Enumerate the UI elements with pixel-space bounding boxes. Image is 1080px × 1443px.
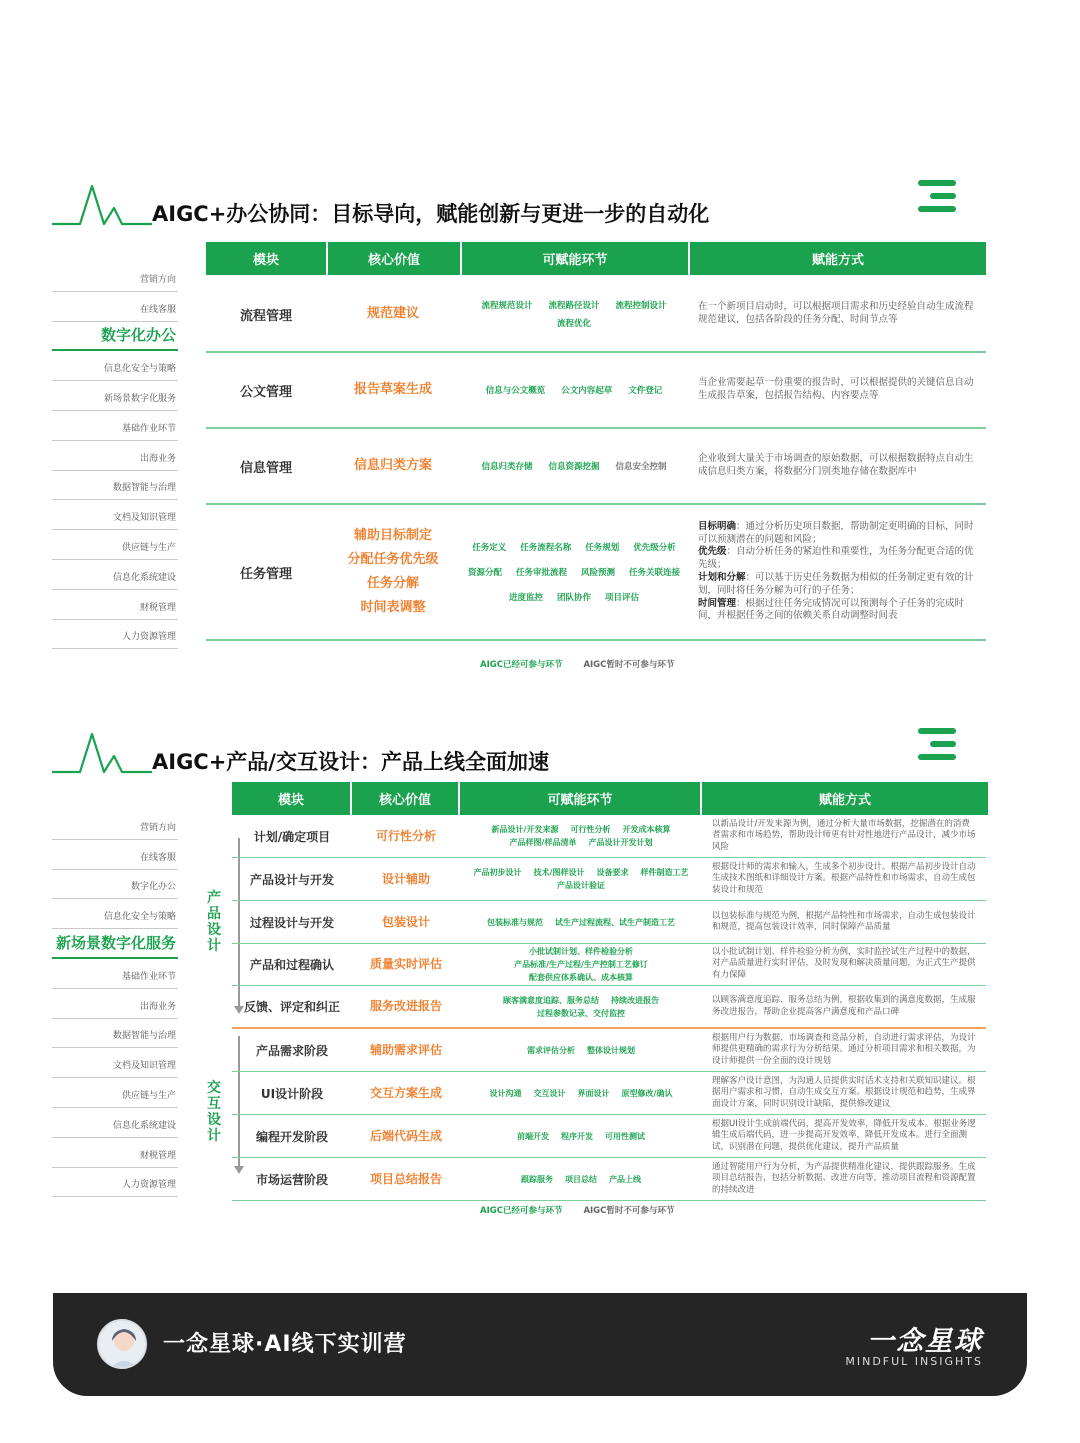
sidebar-item[interactable]: 文档及知识管理 <box>52 1048 178 1078</box>
core-value: 报告草案生成 <box>353 381 432 397</box>
sidebar-item[interactable]: 信息化系统建设 <box>52 560 178 590</box>
method-desc: 企业收到大量关于市场调查的原始数据，可以根据数据特点自动生成信息归类方案，将数据分门别类地存储在数据库中 <box>698 453 974 477</box>
enable-links <box>460 946 702 983</box>
module-name: 流程管理 <box>239 308 292 324</box>
link-tag: 原型修改/确认 <box>621 1088 673 1098</box>
link-tag: 交互设计 <box>533 1088 566 1098</box>
enable-links <box>460 917 702 928</box>
table-row <box>232 1072 986 1115</box>
table-row <box>232 858 986 901</box>
method-desc: 通过智能用户行为分析，为产品提供精准化建议，提供跟踪服务。生成项目总结报告，包括分析数据、改进方向等，推动项目流程和资源配置的持续改进 <box>712 1162 976 1195</box>
link-tag: 设备要求 <box>596 868 629 877</box>
link-tag: 项目评估 <box>605 593 640 603</box>
group-label-product: 产品设计 <box>207 890 221 955</box>
sidebar-item[interactable]: 出海业务 <box>52 989 178 1019</box>
link-tag: 小批试制计划、样件检验分析 <box>529 946 633 956</box>
footer-brand: 一念星球 <box>867 1326 983 1357</box>
link-tag: 任务关联连接 <box>629 568 681 578</box>
link-tag: 产品上线 <box>609 1174 641 1184</box>
legend-inactive: AIGC暂时不可参与环节 <box>583 1206 675 1216</box>
link-tag: 界面设计 <box>577 1088 610 1098</box>
link-tag: 跟踪服务 <box>521 1174 553 1184</box>
module-name: 反馈、评定和纠正 <box>243 1000 340 1014</box>
link-tag: 新品设计/开发来源 <box>491 825 559 834</box>
module-name: 编程开发阶段 <box>255 1129 328 1144</box>
sidebar-item[interactable]: 基础作业环节 <box>52 411 178 441</box>
link-tag: 顾客满意度追踪、服务总结 <box>503 995 599 1005</box>
sidebar-item[interactable]: 人力资源管理 <box>52 1168 178 1198</box>
core-value: 时间表调整 <box>360 600 426 616</box>
sidebar-item[interactable]: 新场景数字化服务 <box>52 929 178 959</box>
sidebar <box>52 262 178 649</box>
module-name: 产品需求阶段 <box>255 1043 328 1058</box>
link-tag: 信息归类存储 <box>481 462 533 472</box>
sidebar-item[interactable]: 营销方向 <box>52 810 178 840</box>
module-name: 公文管理 <box>239 384 292 400</box>
link-tag: 产品初步设计 <box>473 868 522 877</box>
desc-text: ：根据过往任务完成情况可以预测每个子任务的完成时间，并根据任务之间的依赖关系自动调整时间表 <box>698 597 965 622</box>
sidebar-item[interactable]: 营销方向 <box>52 262 178 292</box>
header-method: 赋能方式 <box>702 782 988 815</box>
sidebar-item[interactable]: 在线客服 <box>52 292 178 322</box>
link-tag: 文件登记 <box>628 386 663 396</box>
enable-links <box>460 299 688 329</box>
link-tag: 流程路径设计 <box>548 301 600 311</box>
link-tag: 信息资源挖掘 <box>548 462 600 472</box>
module-name: UI设计阶段 <box>260 1086 324 1101</box>
link-tag: 整体设计规划 <box>587 1045 635 1055</box>
enable-links <box>460 824 702 848</box>
legend <box>480 1204 674 1216</box>
desc-text: ：通过分析历史项目数据，帮助制定更明确的目标，同时可以预测潜在的问题和风险； <box>698 520 974 545</box>
table-row <box>206 353 986 429</box>
sidebar-item[interactable]: 基础作业环节 <box>52 959 178 989</box>
link-tag: 资源分配 <box>467 568 502 578</box>
footer-banner <box>53 1293 1027 1396</box>
header-method: 赋能方式 <box>690 242 986 275</box>
link-tag: 项目总结 <box>565 1174 597 1184</box>
header-value: 核心价值 <box>328 242 460 275</box>
menu-icon[interactable] <box>916 180 956 214</box>
link-tag: 团队协作 <box>556 593 591 603</box>
sidebar-item[interactable]: 信息化系统建设 <box>52 1108 178 1138</box>
table-row <box>232 815 986 858</box>
link-tag-inactive: 信息安全控制 <box>615 462 667 472</box>
link-tag: 配套供应体系确认、成本核算 <box>529 972 633 982</box>
link-tag: 开发成本核算 <box>622 825 671 834</box>
link-tag: 信息与公文概览 <box>485 386 546 396</box>
core-value: 分配任务优先级 <box>347 551 439 567</box>
method-desc: 以小批试制计划、样件检验分析为例，实时监控试生产过程中的数据，对产品质量进行实时评估，及时发现和解决质量问题，为正式生产提供有力保障 <box>712 947 976 980</box>
legend-active: AIGC已经可参与环节 <box>480 1206 563 1216</box>
link-tag: 可行性分析 <box>570 825 611 834</box>
sidebar-item[interactable]: 人力资源管理 <box>52 620 178 650</box>
enable-links <box>460 1045 702 1056</box>
module-name: 计划/确定项目 <box>253 829 331 844</box>
sidebar-item[interactable]: 财税管理 <box>52 590 178 620</box>
link-tag: 流程优化 <box>556 319 591 329</box>
table-row <box>232 943 986 986</box>
link-tag: 试生产过程流程、试生产制造工艺 <box>555 917 675 927</box>
table-row <box>232 1158 986 1201</box>
table-row <box>232 1029 986 1072</box>
footer-brand-sub: MINDFUL INSIGHTS <box>845 1355 983 1368</box>
core-value: 后端代码生成 <box>369 1128 442 1143</box>
link-tag: 可用性测试 <box>605 1131 645 1141</box>
sidebar-item[interactable]: 信息化安全与策略 <box>52 899 178 929</box>
link-tag: 产品样图/样品清单 <box>509 838 577 847</box>
sidebar-item[interactable]: 数字化办公 <box>52 870 178 900</box>
desc-text: ：自动分析任务的紧迫性和重要性，为任务分配更合适的优先级； <box>698 546 974 571</box>
core-value: 包装设计 <box>381 914 430 929</box>
module-name: 市场运营阶段 <box>255 1172 328 1187</box>
sidebar-item[interactable]: 供应链与生产 <box>52 530 178 560</box>
link-tag: 需求评估分析 <box>527 1045 575 1055</box>
desc-key: 目标明确 <box>698 520 737 532</box>
menu-icon[interactable] <box>916 728 956 762</box>
heartbeat-icon <box>52 728 152 784</box>
table-row <box>206 277 986 353</box>
method-desc: 根据用户行为数据、市场调查和竞品分析，自动进行需求评估，为设计师提供更精确的需求行为分析结果。通过分析项目需求和相关数据，为设计师提供一份全面的设计规划 <box>712 1033 976 1066</box>
section-heading <box>52 728 992 788</box>
link-tag: 任务流程名称 <box>520 543 572 553</box>
desc-key: 时间管理 <box>698 597 737 609</box>
module-name: 任务管理 <box>239 566 292 582</box>
desc-text: ：可以基于历史任务数据为相似的任务制定更有效的计划，同时将任务分解为可行的子任务； <box>698 572 974 596</box>
table-row <box>232 1115 986 1158</box>
sidebar-item[interactable]: 在线客服 <box>52 840 178 870</box>
legend <box>480 658 674 670</box>
footer-title: 一念星球·AI线下实训营 <box>163 1332 407 1357</box>
header-module: 模块 <box>206 242 326 275</box>
group-label-interaction: 交互设计 <box>207 1080 221 1145</box>
legend-inactive: AIGC暂时不可参与环节 <box>583 660 675 670</box>
link-tag: 持续改进报告 <box>611 995 659 1005</box>
header-links: 可赋能环节 <box>460 782 700 815</box>
sidebar-item[interactable]: 出海业务 <box>52 441 178 471</box>
section-heading <box>52 180 992 240</box>
link-tag: 风险预测 <box>581 568 616 578</box>
link-tag: 过程参数记录、交付监控 <box>537 1008 625 1018</box>
enable-links <box>460 384 688 396</box>
module-name: 过程设计与开发 <box>249 915 334 930</box>
section-product-design <box>0 718 1080 1228</box>
sidebar-item[interactable]: 数据智能与治理 <box>52 1019 178 1049</box>
module-name: 产品设计与开发 <box>249 872 334 887</box>
core-value: 规范建议 <box>366 305 419 321</box>
link-tag: 样件制造工艺 <box>640 868 689 877</box>
sidebar-item[interactable]: 文档及知识管理 <box>52 500 178 530</box>
sidebar <box>52 810 178 1197</box>
header-value: 核心价值 <box>352 782 458 815</box>
method-desc: 在一个新项目启动时，可以根据项目需求和历史经验自动生成流程规范建议，包括各阶段的任务分配、时间节点等 <box>698 301 974 325</box>
enable-links <box>460 1131 702 1142</box>
link-tag: 任务规划 <box>585 543 620 553</box>
link-tag: 产品设计开发计划 <box>588 838 653 847</box>
core-value: 质量实时评估 <box>369 956 442 971</box>
section-title: AIGC+办公协同：目标导向，赋能创新与更进一步的自动化 <box>152 202 710 226</box>
module-name: 产品和过程确认 <box>249 957 334 972</box>
table-header <box>232 782 990 815</box>
core-value: 项目总结报告 <box>369 1171 442 1186</box>
link-tag: 设计沟通 <box>489 1088 522 1098</box>
table-row <box>206 505 986 641</box>
link-tag: 程序开发 <box>561 1131 593 1141</box>
core-value: 任务分解 <box>366 576 419 591</box>
header-module: 模块 <box>232 782 350 815</box>
link-tag: 包装标准与规范 <box>487 917 543 927</box>
method-desc <box>688 521 986 624</box>
sidebar-item[interactable]: 财税管理 <box>52 1138 178 1168</box>
desc-key: 计划和分解 <box>698 572 746 583</box>
table-row <box>232 901 986 944</box>
link-tag: 任务定义 <box>472 543 507 553</box>
link-tag: 进度监控 <box>508 593 543 603</box>
sidebar-item[interactable]: 数字化办公 <box>52 322 178 352</box>
method-desc: 根据UI设计生成前端代码，提高开发效率，降低开发成本。根据业务逻辑生成后端代码，进一步提高开发效率，降低开发成本。进行全面测试，识别潜在问题，提供优化建议，提升产品质量 <box>712 1119 976 1152</box>
core-value: 可行性分析 <box>375 828 436 843</box>
link-tag: 任务审批流程 <box>515 568 567 578</box>
method-desc: 理解客户设计意图，为沟通人员提供实时话术支持和关联知识建议。根据用户需求和习惯，自动生成交互方案。根据设计规范和趋势，生成界面设计方案，同时识别设计缺陷，提供修改建议 <box>712 1076 976 1109</box>
enable-links <box>460 460 688 472</box>
table-row <box>206 429 986 505</box>
link-tag: 产品标准/生产过程/生产控制工艺修订 <box>514 959 648 969</box>
method-desc: 以新品设计/开发来源为例，通过分析大量市场数据，挖掘潜在的消费者需求和市场趋势，帮助设计师更有针对性地进行产品设计，减少市场风险 <box>712 819 976 852</box>
method-desc: 根据设计师的需求和输入，生成多个初步设计。根据产品初步设计自动生成技术图纸和详细设计方案。根据产品特性和市场需求，自动生成包装设计和规范 <box>712 862 976 895</box>
module-name: 信息管理 <box>239 460 292 476</box>
link-tag: 流程控制设计 <box>615 301 667 311</box>
core-value: 服务改进报告 <box>369 999 442 1014</box>
sidebar-item[interactable]: 数据智能与治理 <box>52 471 178 501</box>
sidebar-item[interactable]: 供应链与生产 <box>52 1078 178 1108</box>
method-desc: 当企业需要起草一份重要的报告时，可以根据提供的关键信息自动生成报告草案，包括报告结构、内容要点等 <box>698 377 974 401</box>
enable-links <box>460 1088 702 1099</box>
sidebar-item[interactable]: 新场景数字化服务 <box>52 381 178 411</box>
heartbeat-icon <box>52 180 152 236</box>
core-value: 交互方案生成 <box>369 1085 442 1100</box>
table-header <box>206 242 988 275</box>
header-links: 可赋能环节 <box>462 242 688 275</box>
link-tag: 前端开发 <box>517 1131 549 1141</box>
method-desc: 以顾客满意度追踪、服务总结为例，根据收集到的满意度数据，生成服务改进报告，帮助企业提高客户满意度和产品口碑 <box>712 995 976 1017</box>
enable-links <box>460 867 702 891</box>
enable-links <box>460 1174 702 1185</box>
legend-active: AIGC已经可参与环节 <box>480 660 563 670</box>
enable-links <box>460 995 702 1019</box>
link-tag: 流程规范设计 <box>481 301 533 311</box>
core-value: 辅助目标制定 <box>353 527 432 543</box>
sidebar-item[interactable]: 信息化安全与策略 <box>52 351 178 381</box>
core-value: 信息归类方案 <box>353 457 432 473</box>
enable-links <box>460 541 688 603</box>
section-office <box>0 170 1080 690</box>
link-tag: 产品设计验证 <box>557 881 605 890</box>
link-tag: 技术/图样设计 <box>533 868 585 877</box>
core-value: 辅助需求评估 <box>369 1042 442 1057</box>
section-title: AIGC+产品/交互设计：产品上线全面加速 <box>152 750 549 774</box>
method-desc: 以包装标准与规范为例，根据产品特性和市场需求，自动生成包装设计和规范，提高包装设计效率，同时保障产品质量 <box>712 910 976 932</box>
avatar <box>97 1319 147 1369</box>
core-value-list <box>326 524 460 620</box>
table-row <box>232 986 986 1029</box>
desc-key: 优先级 <box>698 546 727 558</box>
link-tag: 公文内容起草 <box>561 386 613 396</box>
core-value: 设计辅助 <box>381 871 430 886</box>
link-tag: 优先级分析 <box>633 543 676 553</box>
